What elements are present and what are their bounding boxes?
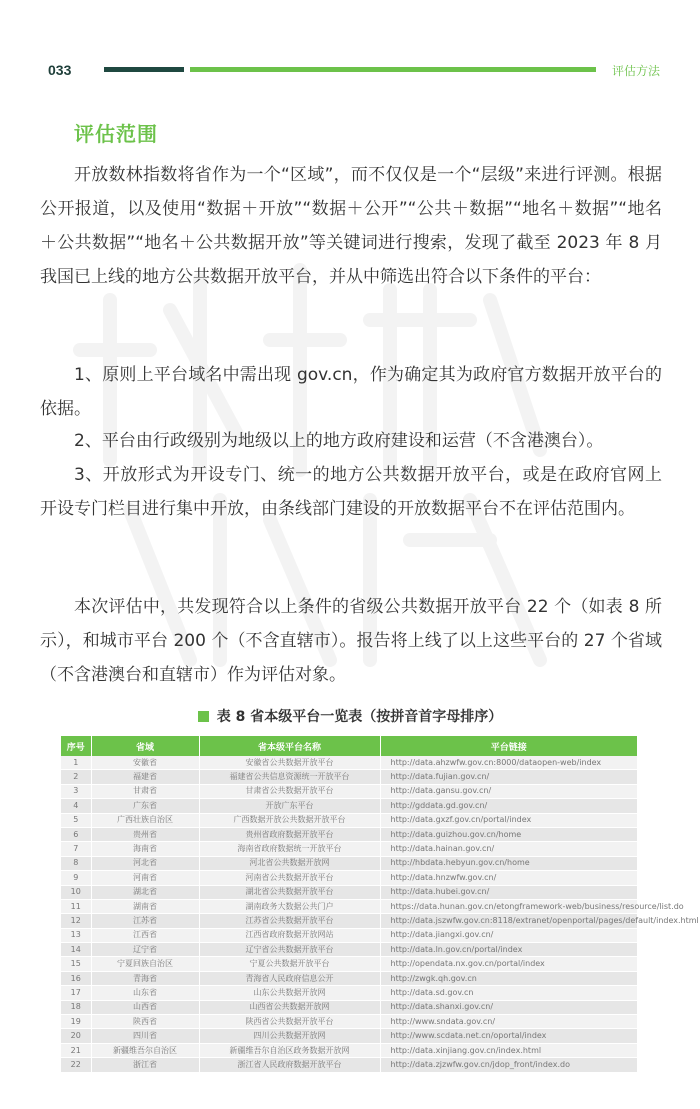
row-platform-link[interactable]: http://data.hainan.gov.cn/	[380, 842, 637, 856]
header-index: 序号	[61, 736, 91, 756]
row-platform-link[interactable]: http://data.guizhou.gov.cn/home	[380, 827, 637, 841]
row-index: 13	[61, 928, 91, 942]
row-platform-name: 四川公共数据开放网	[199, 1029, 380, 1043]
table-row	[61, 756, 637, 770]
row-province: 浙江省	[91, 1058, 199, 1072]
row-province: 山东省	[91, 986, 199, 1000]
paragraph-criterion-1: 1、原则上平台域名中需出现 gov.cn，作为确定其为政府官方数据开放平台的依据。	[40, 365, 662, 419]
row-platform-name: 湖南政务大数据公共门户	[199, 899, 380, 913]
row-index: 14	[61, 943, 91, 957]
row-province: 河北省	[91, 856, 199, 870]
row-platform-name: 广西数据开放公共数据开放平台	[199, 813, 380, 827]
row-platform-link[interactable]: http://data.jiangxi.gov.cn/	[380, 928, 637, 942]
table-row	[61, 799, 637, 813]
row-platform-link[interactable]: http://data.gxzf.gov.cn/portal/index	[380, 813, 637, 827]
row-province: 山西省	[91, 1000, 199, 1014]
row-platform-link[interactable]: http://data.hnzwfw.gov.cn/	[380, 871, 637, 885]
row-province: 海南省	[91, 842, 199, 856]
row-index: 4	[61, 799, 91, 813]
row-index: 6	[61, 827, 91, 841]
row-platform-name: 湖北省公共数据开放平台	[199, 885, 380, 899]
row-platform-link[interactable]: http://opendata.nx.gov.cn/portal/index	[380, 957, 637, 971]
row-platform-name: 海南省政府数据统一开放平台	[199, 842, 380, 856]
row-platform-name: 福建省公共信息资源统一开放平台	[199, 770, 380, 784]
row-platform-link[interactable]: http://www.sndata.gov.cn/	[380, 1015, 637, 1029]
header-bar-green	[190, 67, 596, 72]
row-index: 2	[61, 770, 91, 784]
page-header	[0, 0, 700, 90]
row-platform-name: 甘肃省公共数据开放平台	[199, 784, 380, 798]
table-row	[61, 1029, 637, 1043]
platform-table	[61, 736, 699, 1073]
row-platform-link[interactable]: https://data.hunan.gov.cn/etongframework-web/business/resource/list.do	[380, 899, 637, 913]
row-platform-link[interactable]: http://data.zjzwfw.gov.cn/jdop_front/index.do	[380, 1058, 637, 1072]
table-row	[61, 842, 637, 856]
header-bar-dark	[104, 67, 184, 72]
row-index: 11	[61, 899, 91, 913]
paragraph-criterion-2: 2、平台由行政级别为地级以上的地方政府建设和运营（不含港澳台）。	[74, 431, 604, 451]
row-index: 1	[61, 756, 91, 770]
row-platform-link[interactable]: http://data.gansu.gov.cn/	[380, 784, 637, 798]
row-platform-name: 浙江省人民政府数据开放平台	[199, 1058, 380, 1072]
row-index: 10	[61, 885, 91, 899]
row-province: 广东省	[91, 799, 199, 813]
table-row	[61, 928, 637, 942]
row-province: 安徽省	[91, 756, 199, 770]
table-row	[61, 943, 637, 957]
row-province: 江苏省	[91, 914, 199, 928]
row-platform-link[interactable]: http://data.sd.gov.cn	[380, 986, 637, 1000]
table-row	[61, 914, 637, 928]
row-platform-name: 河北省公共数据开放网	[199, 856, 380, 870]
paragraph-intro: 开放数林指数将省作为一个“区域”，而不仅仅是一个“层级”来进行评测。根据公开报道，以及使用“数据＋开放”“数据＋公开”“公共＋数据”“地名＋数据”“地名＋公共数据”“地名＋公共数据开放”等关键词进行搜索，发现了截至 2023 年 8 月我国已上线的地方公共数据开放平台，并从中筛选出符合以下条件的平台：	[40, 165, 662, 287]
table-caption	[0, 706, 700, 726]
row-province: 福建省	[91, 770, 199, 784]
table-row	[61, 1058, 637, 1072]
row-platform-link[interactable]: http://data.shanxi.gov.cn/	[380, 1000, 637, 1014]
row-platform-name: 河南省公共数据开放平台	[199, 871, 380, 885]
header-platform-link: 平台链接	[380, 736, 637, 756]
paragraph-criterion-3: 3、开放形式为开设专门、统一的地方公共数据开放平台，或是在政府官网上开设专门栏目进行集中开放，由条线部门建设的开放数据平台不在评估范围内。	[40, 465, 662, 519]
table-row	[61, 1043, 637, 1057]
table-row	[61, 1015, 637, 1029]
section-label: 评估方法	[612, 64, 661, 78]
row-index: 22	[61, 1058, 91, 1072]
row-index: 19	[61, 1015, 91, 1029]
row-index: 8	[61, 856, 91, 870]
row-index: 5	[61, 813, 91, 827]
row-index: 12	[61, 914, 91, 928]
row-province: 江西省	[91, 928, 199, 942]
table-row	[61, 770, 637, 784]
table-caption-text: 表 8 省本级平台一览表（按拼音首字母排序）	[216, 709, 503, 725]
row-platform-link[interactable]: http://zwgk.qh.gov.cn	[380, 971, 637, 985]
row-province: 新疆维吾尔自治区	[91, 1043, 199, 1057]
row-platform-link[interactable]: http://gddata.gd.gov.cn/	[380, 799, 637, 813]
row-index: 17	[61, 986, 91, 1000]
row-platform-name: 陕西省公共数据开放平台	[199, 1015, 380, 1029]
row-platform-name: 江苏省公共数据开放平台	[199, 914, 380, 928]
table-header-row	[61, 736, 637, 756]
row-platform-link[interactable]: http://data.hubei.gov.cn/	[380, 885, 637, 899]
table-row	[61, 899, 637, 913]
row-province: 四川省	[91, 1029, 199, 1043]
row-index: 20	[61, 1029, 91, 1043]
row-platform-link[interactable]: http://data.jszwfw.gov.cn:8118/extranet/openportal/pages/default/index.html	[380, 914, 637, 928]
row-platform-name: 新疆维吾尔自治区政务数据开放网	[199, 1043, 380, 1057]
table-body	[61, 756, 699, 1072]
row-platform-name: 山西省公共数据开放网	[199, 1000, 380, 1014]
row-province: 宁夏回族自治区	[91, 957, 199, 971]
row-platform-name: 贵州省政府数据开放平台	[199, 827, 380, 841]
row-index: 3	[61, 784, 91, 798]
table-row	[61, 986, 637, 1000]
row-index: 21	[61, 1043, 91, 1057]
page-number: 033	[48, 62, 72, 78]
row-platform-link[interactable]: http://data.ln.gov.cn/portal/index	[380, 943, 637, 957]
row-index: 7	[61, 842, 91, 856]
row-province: 湖南省	[91, 899, 199, 913]
row-province: 贵州省	[91, 827, 199, 841]
row-province: 河南省	[91, 871, 199, 885]
row-index: 15	[61, 957, 91, 971]
table-row	[61, 784, 637, 798]
row-index: 18	[61, 1000, 91, 1014]
row-province: 青海省	[91, 971, 199, 985]
row-platform-name: 宁夏公共数据开放平台	[199, 957, 380, 971]
row-platform-name: 江西省政府数据开放网站	[199, 928, 380, 942]
table-row	[61, 971, 637, 985]
header-platform-name: 省本级平台名称	[199, 736, 380, 756]
row-platform-link[interactable]: http://data.fujian.gov.cn/	[380, 770, 637, 784]
row-platform-link[interactable]: http://hbdata.hebyun.gov.cn/home	[380, 856, 637, 870]
row-province: 湖北省	[91, 885, 199, 899]
row-platform-name: 辽宁省公共数据开放平台	[199, 943, 380, 957]
table-row	[61, 1000, 637, 1014]
row-platform-link[interactable]: http://data.ahzwfw.gov.cn:8000/dataopen-web/index	[380, 756, 637, 770]
row-platform-link[interactable]: http://www.scdata.net.cn/oportal/index	[380, 1029, 637, 1043]
row-province: 辽宁省	[91, 943, 199, 957]
table-row	[61, 827, 637, 841]
caption-square-icon	[198, 711, 209, 722]
row-platform-name: 安徽省公共数据开放平台	[199, 756, 380, 770]
row-platform-name: 山东公共数据开放网	[199, 986, 380, 1000]
row-index: 9	[61, 871, 91, 885]
row-index: 16	[61, 971, 91, 985]
row-province: 甘肃省	[91, 784, 199, 798]
table-row	[61, 957, 637, 971]
table-row	[61, 856, 637, 870]
header-province: 省域	[91, 736, 199, 756]
paragraph-summary: 本次评估中，共发现符合以上条件的省级公共数据开放平台 22 个（如表 8 所示），和城市平台 200 个（不含直辖市）。报告将上线了以上这些平台的 27 个省域（不含港澳台和直辖市）作为评估对象。	[40, 597, 662, 685]
row-platform-name: 青海省人民政府信息公开	[199, 971, 380, 985]
row-platform-link[interactable]: http://data.xinjiang.gov.cn/index.html	[380, 1043, 637, 1057]
row-province: 陕西省	[91, 1015, 199, 1029]
row-platform-name: 开放广东平台	[199, 799, 380, 813]
section-title: 评估范围	[74, 122, 158, 146]
table-row	[61, 885, 637, 899]
table-row	[61, 871, 637, 885]
row-province: 广西壮族自治区	[91, 813, 199, 827]
table-row	[61, 813, 637, 827]
